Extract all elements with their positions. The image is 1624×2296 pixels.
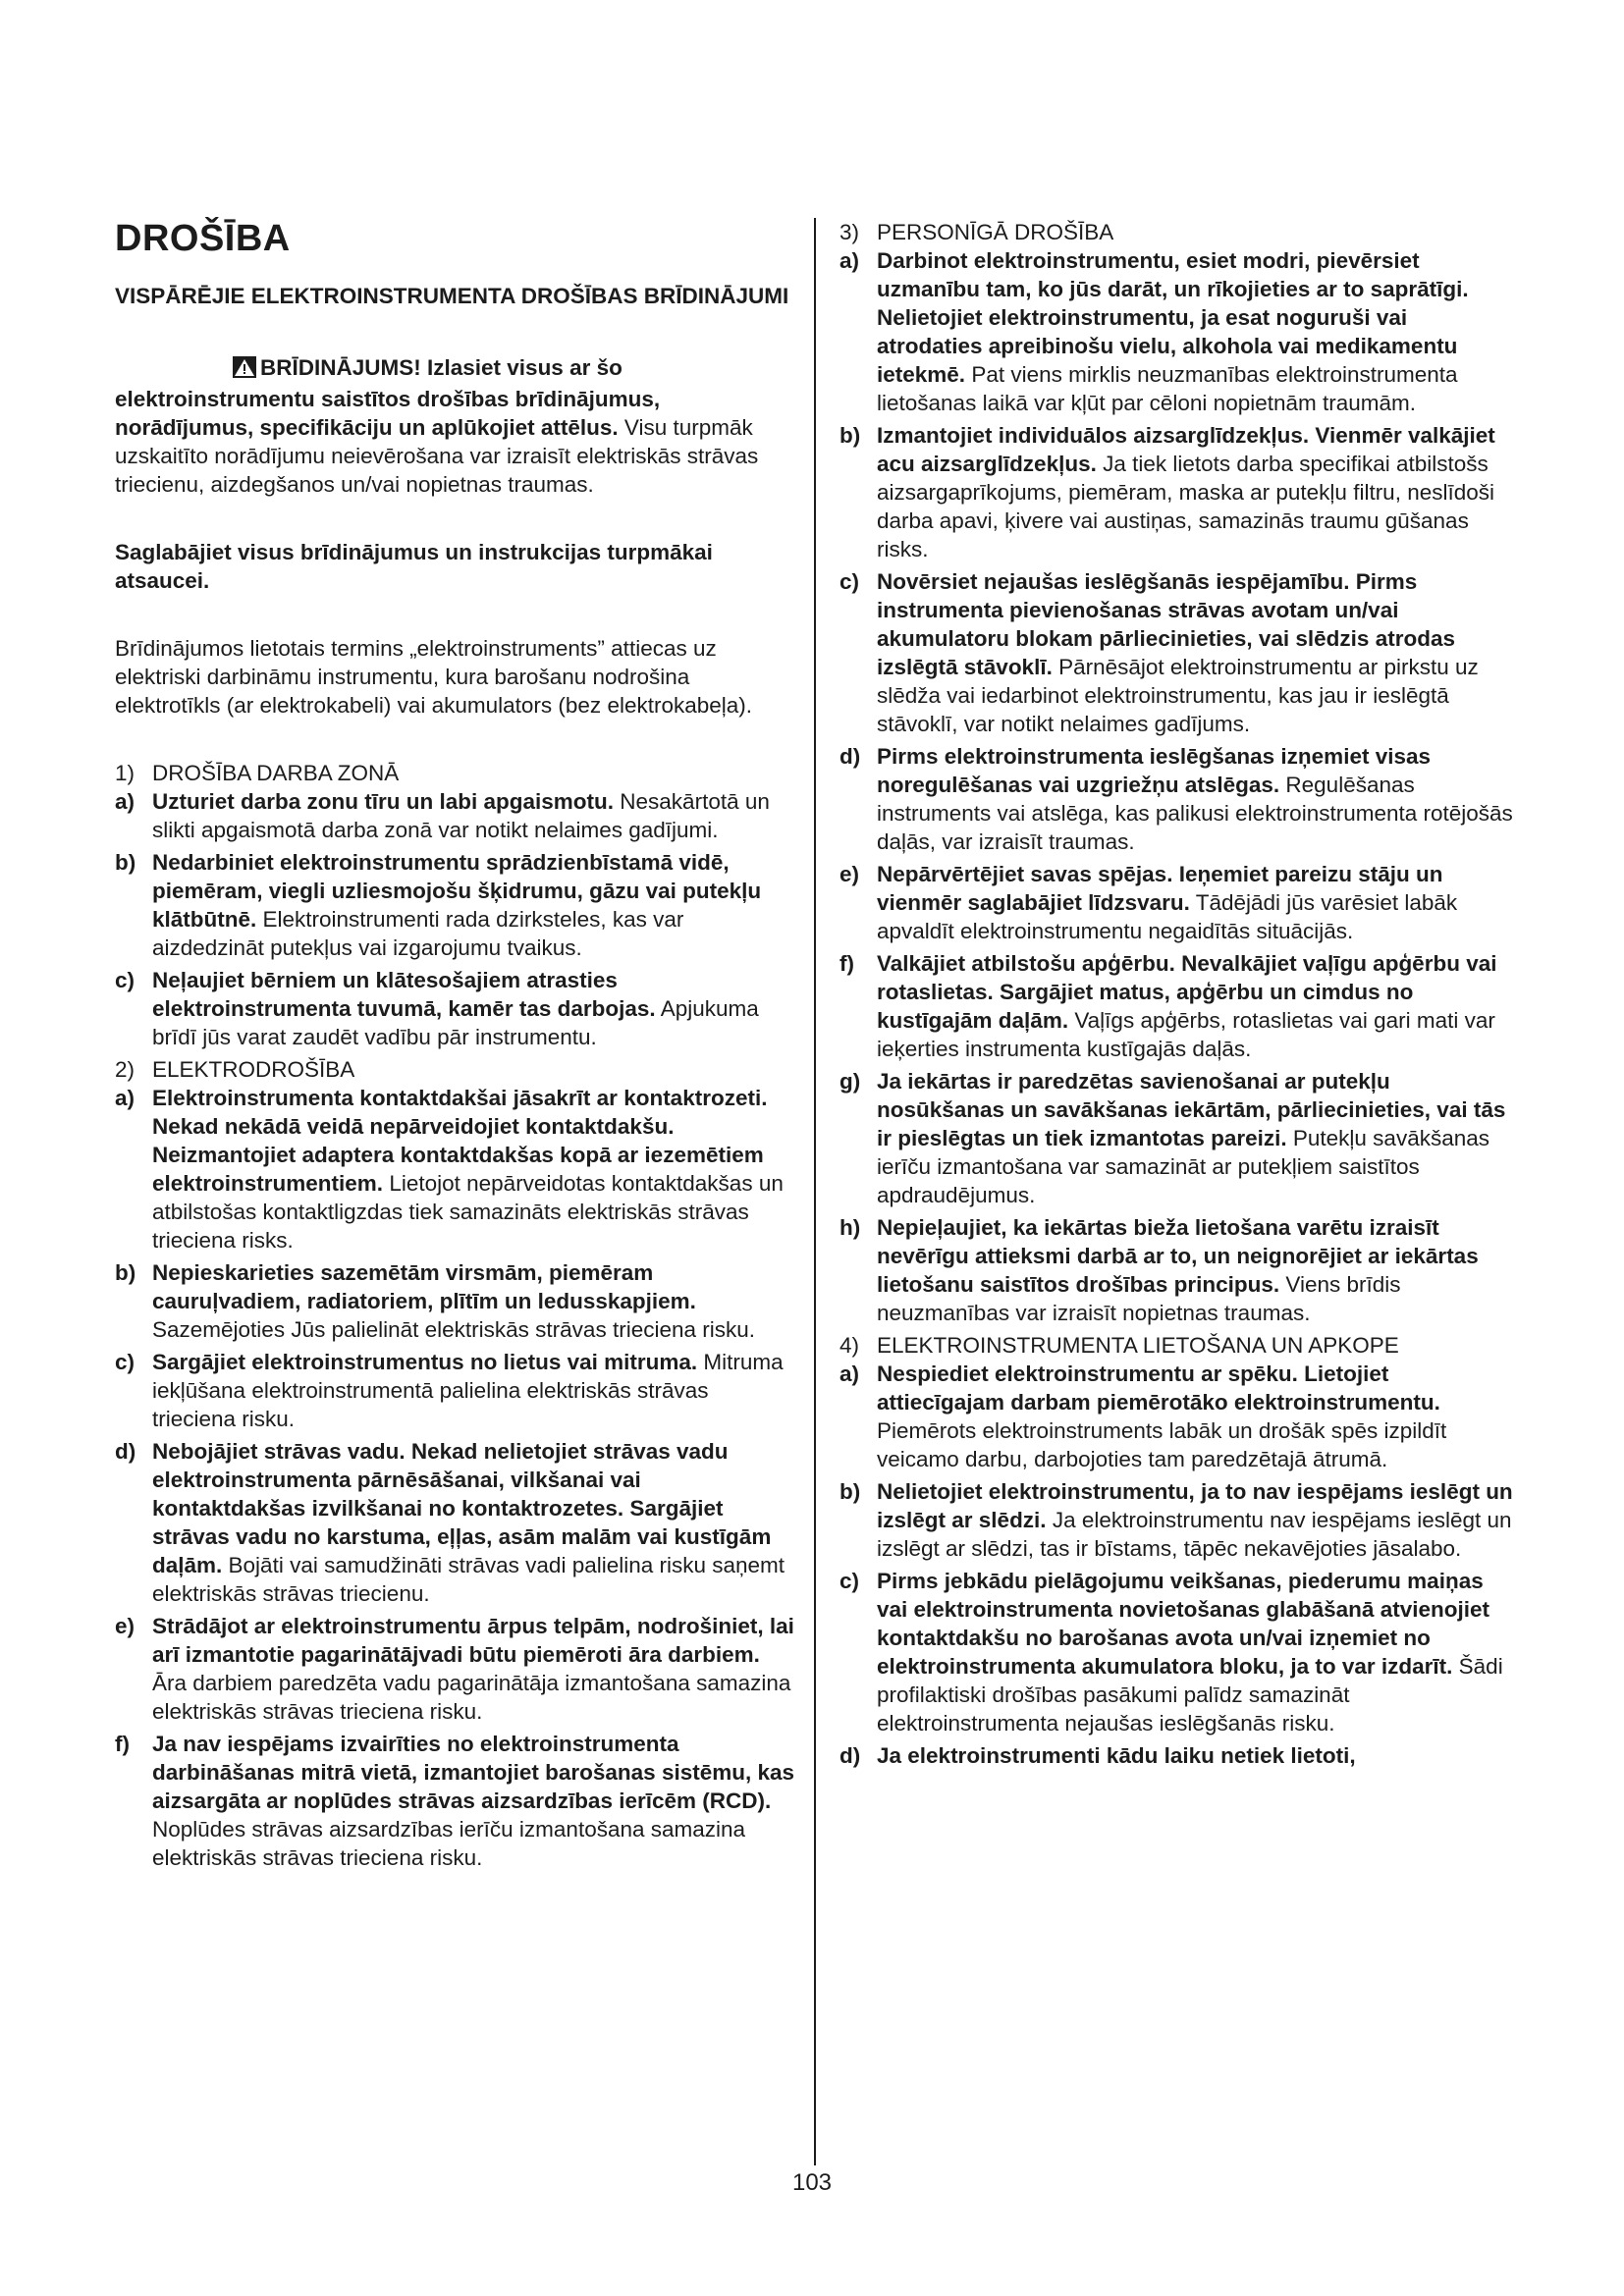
page-number: 103 [791, 2169, 833, 2196]
list-item: c) Sargājiet elektroinstrumentus no lietus vai mitruma. Mitruma iekļūšana elektroinstrumentā palielina elektriskās strāvas trieciena risku. [115, 1350, 784, 1431]
list-item: a) Elektroinstrumenta kontaktdakšai jāsakrīt ar kontaktrozeti. Nekad nekādā veidā nepārveidojiet kontaktdakšu. Neizmantojiet adaptera kontaktdakšas kopā ar iezemētiem elektroinstrumentiem. Lietojot nepārveidotas kontaktdakšas un atbilstošas kontaktligzdas tiek samazināts elektriskās strāvas trieciena risks. [115, 1086, 784, 1253]
warning-text: Visu turpmāk uzskaitīto norādījumu neievērošana var izraisīt elektriskās strāvas triecienu, aizdegšanos un/vai nopietnas traumas. [115, 415, 759, 497]
right-column [839, 218, 1517, 1774]
section-4-heading: 4) ELEKTROINSTRUMENTA LIETOŠANA UN APKOPE [839, 1333, 1399, 1358]
list-item: d) Nebojājiet strāvas vadu. Nekad nelietojiet strāvas vadu elektroinstrumenta pārnēsāšanai, vilkšanai vai kontaktdakšas izvilkšanai no kontaktrozetes. Sargājiet strāvas vadu no karstuma, eļļas, asām malām vai kustīgām daļām. Bojāti vai samudžināti strāvas vadi palielina risku saņemt elektriskās strāvas triecienu. [115, 1439, 785, 1606]
list-item: d) Ja elektroinstrumenti kādu laiku netiek lietoti, [839, 1743, 1356, 1768]
warning-triangle-icon [174, 356, 256, 385]
list-item: e) Strādājot ar elektroinstrumentu ārpus telpām, nodrošiniet, lai arī izmantotie pagarinātājvadi būtu piemēroti āra darbiem. Āra darbiem paredzēta vadu pagarinātāja izmantošana samazina elektriskās strāvas trieciena risku. [115, 1614, 794, 1724]
list-item: c) Neļaujiet bērniem un klātesošajiem atrasties elektroinstrumenta tuvumā, kamēr tas darbojas. Apjukuma brīdī jūs varat zaudēt vadību pār instrumentu. [115, 968, 759, 1049]
list-item: a) Uzturiet darba zonu tīru un labi apgaismotu. Nesakārtotā un slikti apgaismotā darba zonā var notikt nelaimes gadījumi. [115, 789, 770, 842]
column-divider [814, 218, 816, 2165]
list-item: g) Ja iekārtas ir paredzētas savienošanai ar putekļu nosūkšanas un savākšanas iekārtām, pārliecinieties, vai tās ir pieslēgtas un tiek izmantotas pareizi. Putekļu savākšanas ierīču izmantošana var samazināt ar putekļiem saistītos apdraudējumus. [839, 1069, 1506, 1207]
section-2-heading: 2) ELEKTRODROŠĪBA [115, 1057, 355, 1082]
term-note: Brīdinājumos lietotais termins „elektroinstruments” attiecas uz elektriski darbināmu instrumentu, kura barošanu nodrošina elektrotīkls (ar elektrokabeli) vai akumulators (bez elektrokabeļa). [115, 636, 753, 718]
list-item: c) Pirms jebkādu pielāgojumu veikšanas, piederumu maiņas vai elektroinstrumenta novietošanas glabāšanā atvienojiet kontaktdakšu no barošanas avota un/vai izņemiet no elektroinstrumenta akumulatora bloku, ja to var izdarīt. Šādi profilaktiski drošības pasākumi palīdz samazināt elektroinstrumenta nejaušas ieslēgšanās risku. [839, 1569, 1503, 1735]
section-1-heading: 1) DROŠĪBA DARBA ZONĀ [115, 761, 400, 785]
list-item: f) Ja nav iespējams izvairīties no elektroinstrumenta darbināšanas mitrā vietā, izmantojiet barošanas sistēmu, kas aizsargāta ar noplūdes strāvas aizsardzības ierīcēm (RCD). Noplūdes strāvas aizsardzības ierīču izmantošana samazina elektriskās strāvas trieciena risku. [115, 1732, 795, 1870]
list-item: e) Nepārvērtējiet savas spējas. Ieņemiet pareizu stāju un vienmēr saglabājiet līdzsvaru. Tādējādi jūs varēsiet labāk apvaldīt elektroinstrumentu negaidītās situācijās. [839, 862, 1458, 943]
warning-lead: BRĪDINĀJUMS! Izlasiet visus ar šo elektroinstrumentu saistītos drošības brīdinājumus, norādījumus, specifikāciju un aplūkojiet attēlus. [115, 355, 661, 440]
list-item: f) Valkājiet atbilstošu apģērbu. Nevalkājiet vaļīgu apģērbu vai rotaslietas. Sargājiet matus, apģērbu un cimdus no kustīgajām daļām. Vaļīgs apģērbs, rotaslietas vai gari mati var ieķerties instrumenta kustīgajās daļās. [839, 951, 1497, 1061]
section-subtitle: VISPĀRĒJIE ELEKTROINSTRUMENTA DROŠĪBAS BRĪDINĀJUMI [115, 284, 789, 308]
save-notice: Saglabājiet visus brīdinājumus un instrukcijas turpmākai atsaucei. [115, 540, 713, 593]
list-item: b) Izmantojiet individuālos aizsarglīdzekļus. Vienmēr valkājiet acu aizsarglīdzekļus. Ja tiek lietots darba specifikai atbilstošs aizsargaprīkojums, piemēram, maska ar putekļu filtru, neslīdoši darba apavi, ķivere vai austiņas, samazinās traumu gūšanas risks. [839, 423, 1495, 561]
list-item: b) Nepieskarieties sazemētām virsmām, piemēram cauruļvadiem, radiatoriem, plītīm un ledusskapjiem. Sazemējoties Jūs palielināt elektriskās strāvas trieciena risku. [115, 1260, 756, 1342]
list-item: a) Nespiediet elektroinstrumentu ar spēku. Lietojiet attiecīgajam darbam piemērotāko elektroinstrumentu. Piemērots elektroinstruments labāk un drošāk spēs izpildīt veicamo darbu, darbojoties tam paredzētajā ātrumā. [839, 1362, 1447, 1471]
section-3-heading: 3) PERSONĪGĀ DROŠĪBA [839, 220, 1114, 244]
list-item: b) Nedarbiniet elektroinstrumentu sprādzienbīstamā vidē, piemēram, viegli uzliesmojošu šķidrumu, gāzu vai putekļu klātbūtnē. Elektroinstrumenti rada dzirksteles, kas var aizdedzināt putekļus vai izgarojumu tvaikus. [115, 850, 762, 960]
list-item: a) Darbinot elektroinstrumentu, esiet modri, pievērsiet uzmanību tam, ko jūs darāt, un rīkojieties ar to saprātīgi. Nelietojiet elektroinstrumentu, ja esat noguruši vai atrodaties apreibinošu vielu, alkohola vai medikamentu ietekmē. Pat viens mirklis neuzmanības elektroinstrumenta lietošanas laikā var kļūt par cēloni nopietnām traumām. [839, 248, 1469, 415]
page-title: DROŠĪBA [115, 218, 291, 259]
list-item: d) Pirms elektroinstrumenta ieslēgšanas izņemiet visas noregulēšanas vai uzgriežņu atslēgas. Regulēšanas instruments vai atslēga, kas palikusi elektroinstrumenta rotējošās daļās, var izraisīt traumas. [839, 744, 1513, 854]
warning-paragraph [115, 353, 797, 499]
list-item: b) Nelietojiet elektroinstrumentu, ja to nav iespējams ieslēgt un izslēgt ar slēdzi. Ja elektroinstrumentu nav iespējams ieslēgt un izslēgt ar slēdzi, tas ir bīstams, tāpēc nekavējoties jāsalabo. [839, 1479, 1513, 1561]
left-column [115, 218, 797, 1876]
list-item: h) Nepieļaujiet, ka iekārtas bieža lietošana varētu izraisīt nevērīgu attieksmi darbā ar to, un neignorējiet ar iekārtas lietošanu saistītos drošības principus. Viens brīdis neuzmanības var izraisīt nopietnas traumas. [839, 1215, 1479, 1325]
list-item: c) Novērsiet nejaušas ieslēgšanās iespējamību. Pirms instrumenta pievienošanas strāvas avotam un/vai akumulatoru blokam pārliecinieties, vai slēdzis atrodas izslēgtā stāvoklī. Pārnēsājot elektroinstrumentu ar pirkstu uz slēdža vai iedarbinot elektroinstrumentu, kas jau ir ieslēgtā stāvoklī, var notikt nelaimes gadījums. [839, 569, 1479, 736]
